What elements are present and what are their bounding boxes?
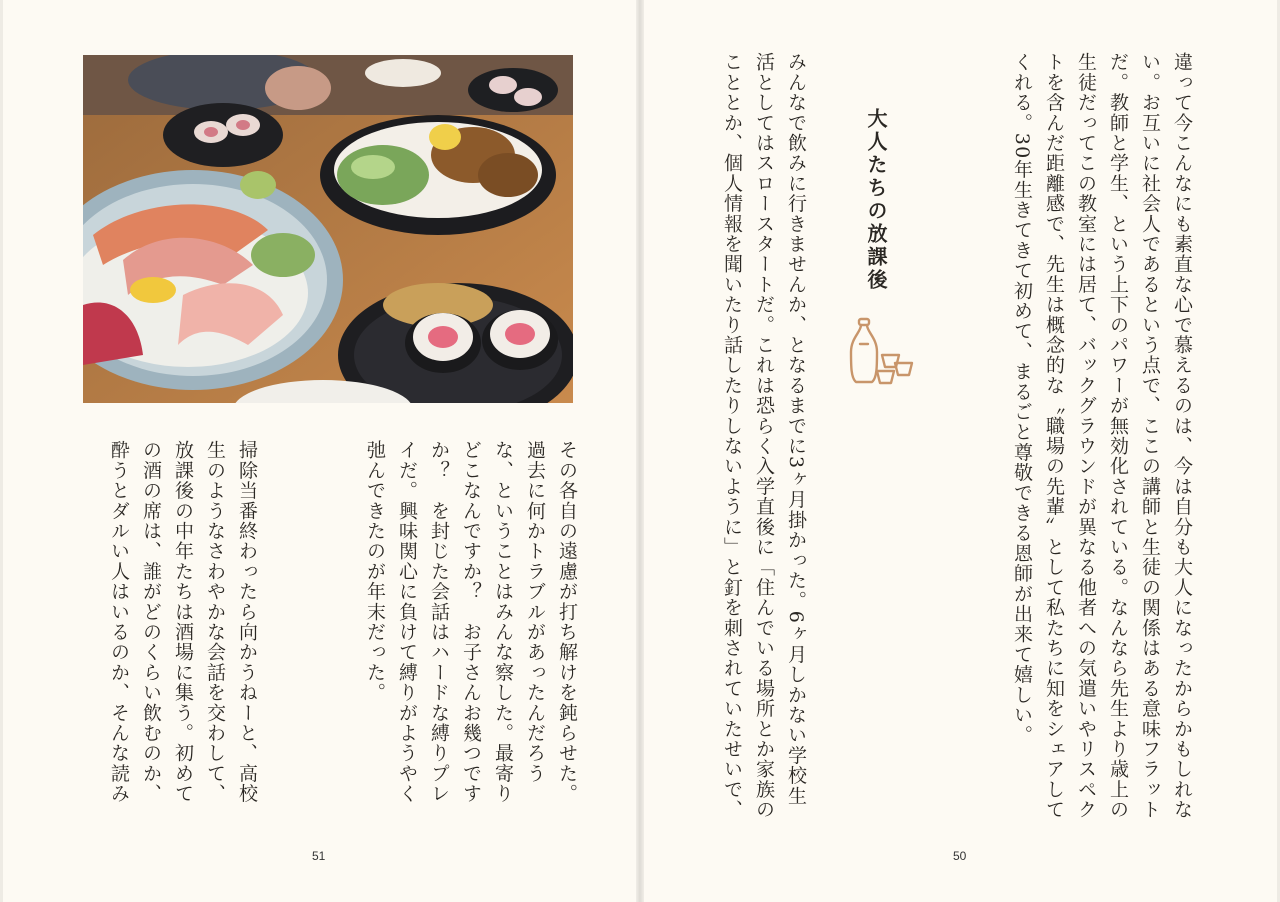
body-column: トを含んだ距離感で、先生は概念的な〝職場の先輩〟として私たちに知をシェアして: [1043, 52, 1065, 820]
body-column: だ。教師と学生、という上下のパワーが無効化されている。なんなら先生より歳上の: [1107, 52, 1129, 820]
section-heading: 大人たちの放課後: [864, 108, 888, 292]
body-column: い。お互いに社会人であるという点で、ここの講師と生徒の関係はある意味フラット: [1139, 52, 1161, 820]
page-number-right: 50: [953, 849, 967, 863]
body-column: その各自の遠慮が打ち解けを鈍らせた。: [556, 440, 578, 804]
body-column: 弛んできたのが年末だった。: [364, 440, 386, 703]
body-column: 違って今こんなにも素直な心で慕えるのは、今は自分も大人になったからかもしれな: [1171, 52, 1193, 820]
body-column: か？ を封じた会話はハードな縛りプレ: [428, 440, 450, 804]
body-column: 放課後の中年たちは酒場に集う。初めて: [172, 440, 194, 804]
book-gutter: [636, 0, 644, 902]
body-column: こととか、個人情報を聞いたり話したりしないように」と釘を刺されていたせいで、: [721, 52, 743, 820]
body-column: くれる。30年生きてきて初めて、まるごと尊敬できる恩師が出来て嬉しい。: [1011, 52, 1033, 746]
page-number-left: 51: [312, 849, 326, 863]
body-column: どこなんですか？ お子さんお幾つです: [460, 440, 482, 804]
body-column: な、ということはみんな察した。最寄り: [492, 440, 514, 804]
sake-bottle-and-cups-icon: [842, 314, 918, 390]
izakaya-food-photo: [83, 55, 573, 403]
body-column: 掃除当番終わったら向かうねーと、高校: [236, 440, 258, 804]
body-column: 生のようなさわやかな会話を交わして、: [204, 440, 226, 804]
body-column: 酔うとダルい人はいるのか、そんな読み: [108, 440, 130, 804]
body-column: 活としてはスロースタートだ。これは恐らく入学直後に「住んでいる場所とか家族の: [753, 52, 775, 820]
body-column: の酒の席は、誰がどのくらい飲むのか、: [140, 440, 162, 804]
body-column: 生徒だってこの教室には居て、バックグラウンドが異なる他者への気遣いやリスペク: [1075, 52, 1097, 820]
left-page-edge: [0, 0, 3, 902]
body-column: みんなで飲みに行きませんか、となるまでに3ヶ月掛かった。6ヶ月しかない学校生: [785, 52, 807, 806]
body-column: 過去に何かトラブルがあったんだろう: [524, 440, 546, 784]
body-column: イだ。興味関心に負けて縛りがようやく: [396, 440, 418, 804]
